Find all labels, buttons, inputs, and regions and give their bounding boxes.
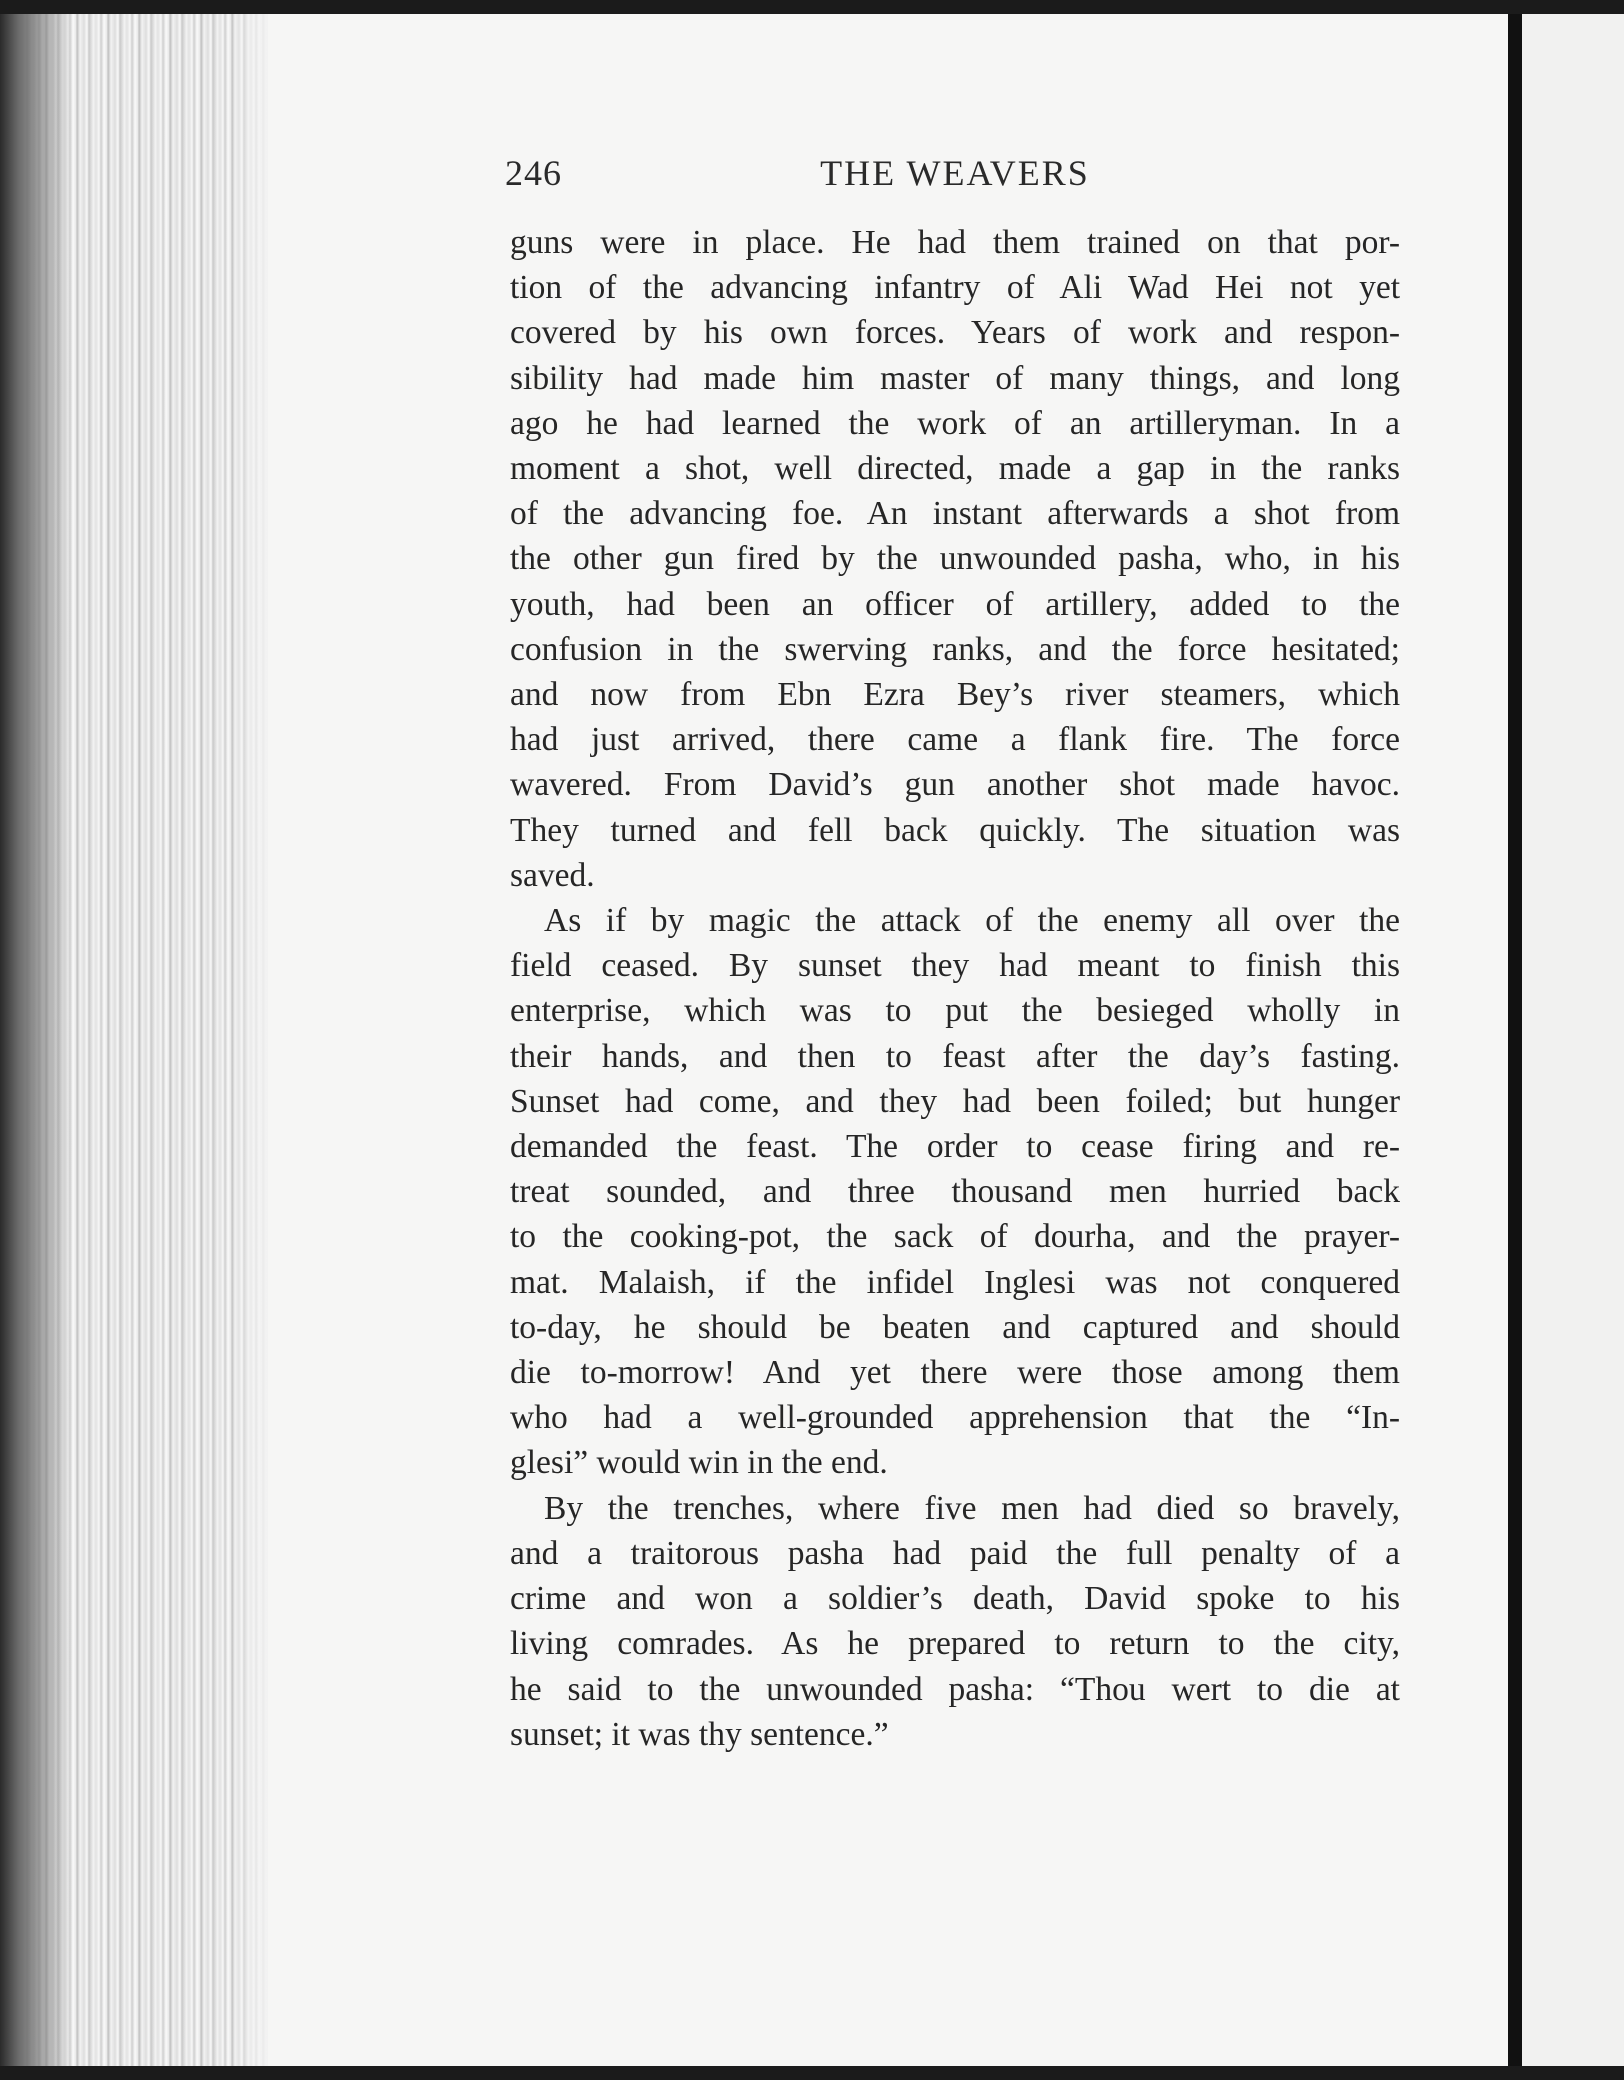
text-line: treat sounded, and three thousand men hurried back [510,1173,1400,1211]
book-page-edges [0,14,290,2066]
text-line: covered by his own forces. Years of work and respon- [510,314,1400,352]
scan-frame-top [0,0,1624,14]
text-line: By the trenches, where five men had died so bravely, [544,1489,1400,1527]
page-number: 246 [505,153,562,193]
text-line: had just arrived, there came a flank fire. The force [510,721,1400,759]
text-line: saved. [510,856,595,894]
text-line: youth, had been an officer of artillery, added to the [510,585,1400,623]
text-line: die to-morrow! And yet there were those among them [510,1354,1400,1392]
text-line: to-day, he should be beaten and captured and should [510,1308,1400,1346]
text-line: ago he had learned the work of an artilleryman. In a [510,404,1400,442]
text-line: wavered. From David’s gun another shot made havoc. [510,766,1400,804]
text-line: mat. Malaish, if the infidel Inglesi was not conquered [510,1263,1400,1301]
paragraph [510,220,1400,898]
text-line: he said to the unwounded pasha: “Thou wert to die at [510,1670,1400,1708]
text-line: the other gun fired by the unwounded pasha, who, in his [510,540,1400,578]
text-line: to the cooking-pot, the sack of dourha, and the prayer- [510,1218,1400,1256]
text-line: enterprise, which was to put the besieged wholly in [510,992,1400,1030]
running-head: THE WEAVERS [820,153,1090,193]
text-line: guns were in place. He had them trained on that por- [510,224,1400,261]
text-line: and a traitorous pasha had paid the full penalty of a [510,1534,1400,1572]
text-line: confusion in the swerving ranks, and the force hesitated; [510,630,1400,668]
text-line: tion of the advancing infantry of Ali Wad Hei not yet [510,269,1400,307]
paragraph [510,1486,1400,1757]
body-text [510,220,1400,1757]
text-line: living comrades. As he prepared to return to the city, [510,1625,1400,1663]
page-header [505,152,1395,202]
text-line: who had a well-grounded apprehension that the “In- [510,1399,1400,1437]
text-line: of the advancing foe. An instant afterwards a shot from [510,495,1400,533]
gutter-shadow [1508,14,1522,2066]
text-line: and now from Ebn Ezra Bey’s river steamers, which [510,676,1400,714]
text-line: demanded the feast. The order to cease firing and re- [510,1128,1400,1166]
text-line: sunset; it was thy sentence.” [510,1715,889,1753]
text-line: They turned and fell back quickly. The situation was [510,811,1400,849]
text-line: As if by magic the attack of the enemy all over the [544,902,1400,940]
text-line: field ceased. By sunset they had meant to finish this [510,947,1400,985]
text-line: their hands, and then to feast after the day’s fasting. [510,1037,1400,1075]
text-line: Sunset had come, and they had been foiled; but hunger [510,1082,1400,1120]
text-line: moment a shot, well directed, made a gap in the ranks [510,450,1400,488]
scan-frame-bottom [0,2066,1624,2080]
facing-page-edge [1522,14,1624,2066]
text-line: glesi” would win in the end. [510,1444,888,1482]
text-line: sibility had made him master of many things, and long [510,359,1400,397]
text-line: crime and won a soldier’s death, David spoke to his [510,1580,1400,1618]
paragraph [510,898,1400,1486]
